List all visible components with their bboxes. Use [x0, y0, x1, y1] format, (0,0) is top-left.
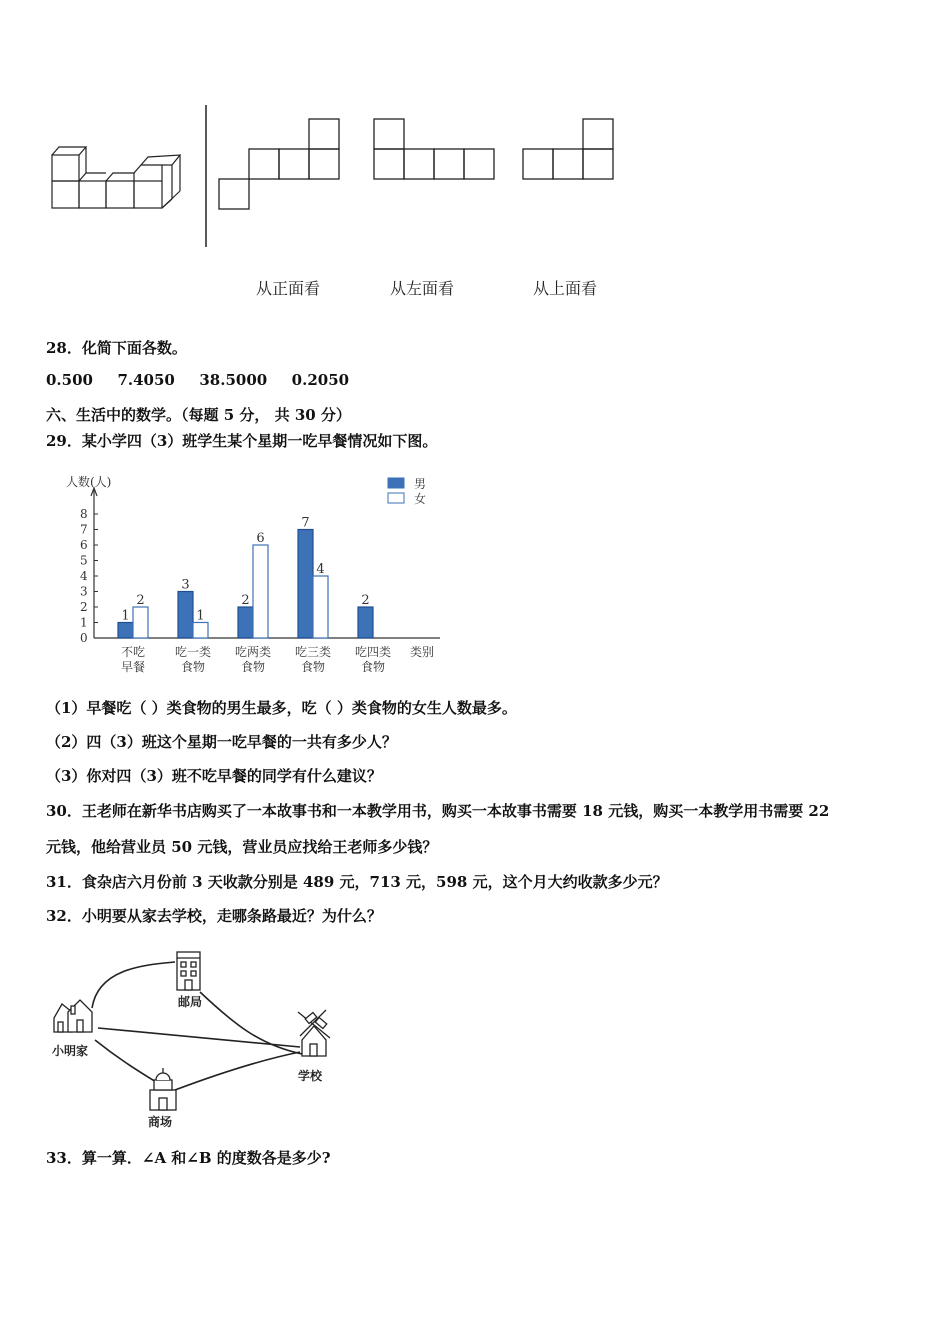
road-post-school — [200, 992, 302, 1054]
bar-boys — [298, 530, 313, 639]
x-axis-label: 类别 — [410, 645, 435, 659]
bar-data-label: 1 — [196, 608, 205, 624]
road-home-mall — [95, 1040, 156, 1082]
question-29-title: 29．某小学四（3）班学生某个星期一吃早餐情况如下图。 — [46, 432, 438, 450]
bar-girls — [193, 623, 208, 639]
question-32-title: 32．小明要从家去学校，走哪条路最近？为什么？ — [46, 907, 382, 925]
bar-boys — [118, 623, 133, 639]
y-tick-label: 5 — [80, 553, 88, 568]
front-view-drawing — [219, 119, 339, 209]
legend-swatch — [388, 493, 404, 503]
post-office-icon — [177, 952, 200, 990]
number-1: 0.500 — [46, 371, 93, 389]
bar-data-label: 2 — [136, 593, 145, 608]
category-label: 食物 — [240, 660, 266, 674]
bar-data-label: 2 — [241, 593, 250, 608]
road-mall-school — [175, 1052, 300, 1090]
legend-swatch — [388, 478, 404, 488]
bar-data-label: 6 — [256, 531, 265, 546]
bar-data-label: 1 — [121, 608, 130, 624]
bar-girls — [133, 607, 148, 638]
breakfast-bar-chart — [0, 460, 950, 690]
number-4: 0.2050 — [291, 371, 350, 389]
road-home-post — [92, 962, 175, 1008]
caption-front-view: 从正面看 — [256, 279, 321, 298]
bar-data-label: 2 — [361, 593, 370, 608]
bar-boys — [238, 607, 253, 638]
question-29-part-2: （2）四（3）班这个星期一吃早餐的一共有多少人？ — [46, 733, 397, 751]
y-tick-label: 4 — [80, 569, 88, 583]
bar-boys — [358, 607, 373, 638]
section-6-title: 六、生活中的数学。（每题 5 分， 共 30 分） — [46, 406, 351, 424]
bar-data-label: 3 — [181, 577, 190, 593]
y-tick-label: 0 — [80, 631, 88, 645]
question-33-title: 33．算一算．∠A 和∠B 的度数各是多少? — [46, 1149, 331, 1167]
category-label: 吃三类 — [294, 645, 332, 659]
question-30-line-1: 30．王老师在新华书店购买了一本故事书和一本教学用书，购买一本故事书需要 18 元钱，购买一本教学用书需要 22 — [46, 802, 830, 820]
school-windmill-icon — [298, 1010, 330, 1056]
y-tick-label: 2 — [80, 600, 88, 614]
number-3: 38.5000 — [199, 371, 268, 389]
question-28-title: 28．化简下面各数。 — [46, 339, 187, 357]
cube-assembly-drawing — [52, 147, 180, 208]
three-views-figure — [0, 95, 950, 265]
legend-label: 女 — [414, 492, 427, 506]
label-school: 学校 — [298, 1069, 323, 1083]
road-home-school — [98, 1028, 300, 1047]
category-label: 吃一类 — [174, 645, 212, 659]
category-label: 吃四类 — [354, 645, 392, 659]
bar-girls — [253, 545, 268, 638]
question-31-title: 31．食杂店六月份前 3 天收款分别是 489 元，713 元，598 元，这个月大约收款多少元？ — [46, 873, 668, 891]
question-29-part-3: （3）你对四（3）班不吃早餐的同学有什么建议？ — [46, 767, 382, 785]
home-building-icon — [54, 1000, 92, 1032]
y-axis-label: 人数(人) — [66, 475, 112, 489]
legend-label: 男 — [414, 477, 427, 491]
caption-top-view: 从上面看 — [533, 279, 598, 298]
category-label: 吃两类 — [234, 645, 272, 659]
y-tick-label: 6 — [80, 538, 88, 552]
category-label: 不吃 — [120, 645, 146, 659]
y-tick-label: 7 — [80, 522, 88, 537]
category-label: 食物 — [180, 660, 206, 674]
number-2: 7.4050 — [117, 371, 175, 389]
y-tick-label: 3 — [80, 584, 88, 599]
bar-data-label: 7 — [301, 515, 310, 531]
category-label: 食物 — [300, 660, 326, 674]
mall-building-icon — [150, 1068, 176, 1110]
y-tick-label: 1 — [80, 615, 88, 630]
bar-boys — [178, 592, 193, 639]
label-mall: 商场 — [148, 1115, 173, 1129]
question-29-part-1: （1）早餐吃（ ）类食物的男生最多，吃（ ）类食物的女生人数最多。 — [46, 699, 517, 717]
category-label: 早餐 — [120, 660, 146, 674]
question-28-numbers — [46, 371, 349, 389]
route-map — [0, 940, 950, 1140]
y-tick-label: 8 — [80, 507, 88, 521]
bar-girls — [313, 576, 328, 638]
top-view-drawing — [523, 119, 613, 179]
caption-left-view: 从左面看 — [390, 279, 455, 298]
left-view-drawing — [374, 119, 494, 179]
bar-data-label: 4 — [316, 562, 325, 577]
category-label: 食物 — [360, 660, 386, 674]
label-post: 邮局 — [178, 995, 203, 1009]
label-home: 小明家 — [52, 1044, 89, 1058]
question-30-line-2: 元钱，他给营业员 50 元钱，营业员应找给王老师多少钱？ — [46, 838, 438, 856]
